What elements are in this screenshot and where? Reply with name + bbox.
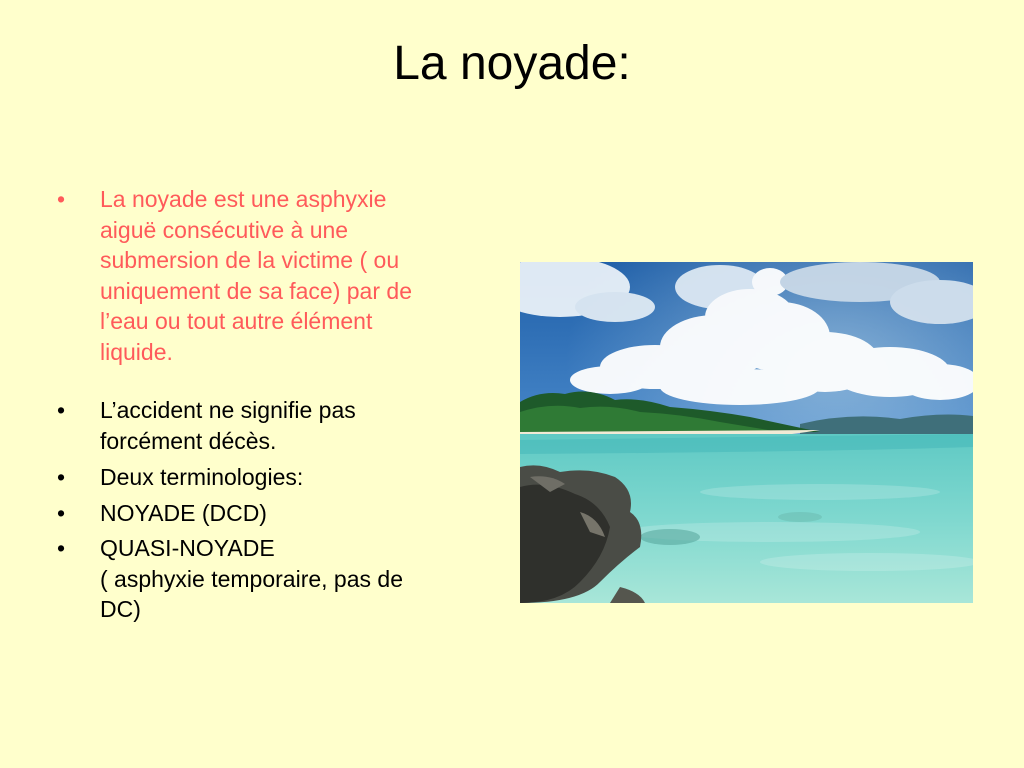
bullet-item-terminologies — [57, 462, 507, 493]
bullet-marker: • — [57, 535, 66, 561]
bullet-line: NOYADE (DCD) — [100, 499, 267, 526]
bullet-marker: • — [57, 464, 66, 490]
bullet-item-quasi-noyade — [57, 533, 507, 625]
bullet-item-accident — [57, 395, 507, 456]
bullet-line: forcément décès. — [100, 427, 277, 454]
bullet-line: submersion de la victime ( ou — [100, 247, 400, 273]
slide-title: La noyade: — [393, 37, 631, 90]
bullet-item-definition — [57, 184, 507, 367]
bullet-line: Deux terminologies: — [100, 464, 304, 490]
bullet-line: liquide. — [100, 338, 173, 365]
bullet-line: ( asphyxie temporaire, pas de — [100, 565, 403, 592]
beach-photo — [520, 262, 973, 603]
bullet-marker: • — [57, 186, 66, 212]
bullet-line: uniquement de sa face) par de — [100, 277, 412, 304]
bullet-line: L’accident ne signifie pas — [100, 397, 356, 423]
bullet-line: aiguë consécutive à une — [100, 216, 349, 243]
bullet-list — [57, 184, 507, 625]
beach-photo-illustration — [520, 262, 973, 603]
bullet-line: La noyade est une asphyxie — [100, 186, 387, 212]
bullet-marker: • — [57, 499, 66, 526]
bullet-line: l’eau ou tout autre élément — [100, 308, 373, 334]
bullet-item-noyade — [57, 498, 507, 529]
bullet-line: DC) — [100, 596, 141, 622]
bullet-line: QUASI-NOYADE — [100, 535, 275, 561]
bullet-marker: • — [57, 397, 66, 423]
